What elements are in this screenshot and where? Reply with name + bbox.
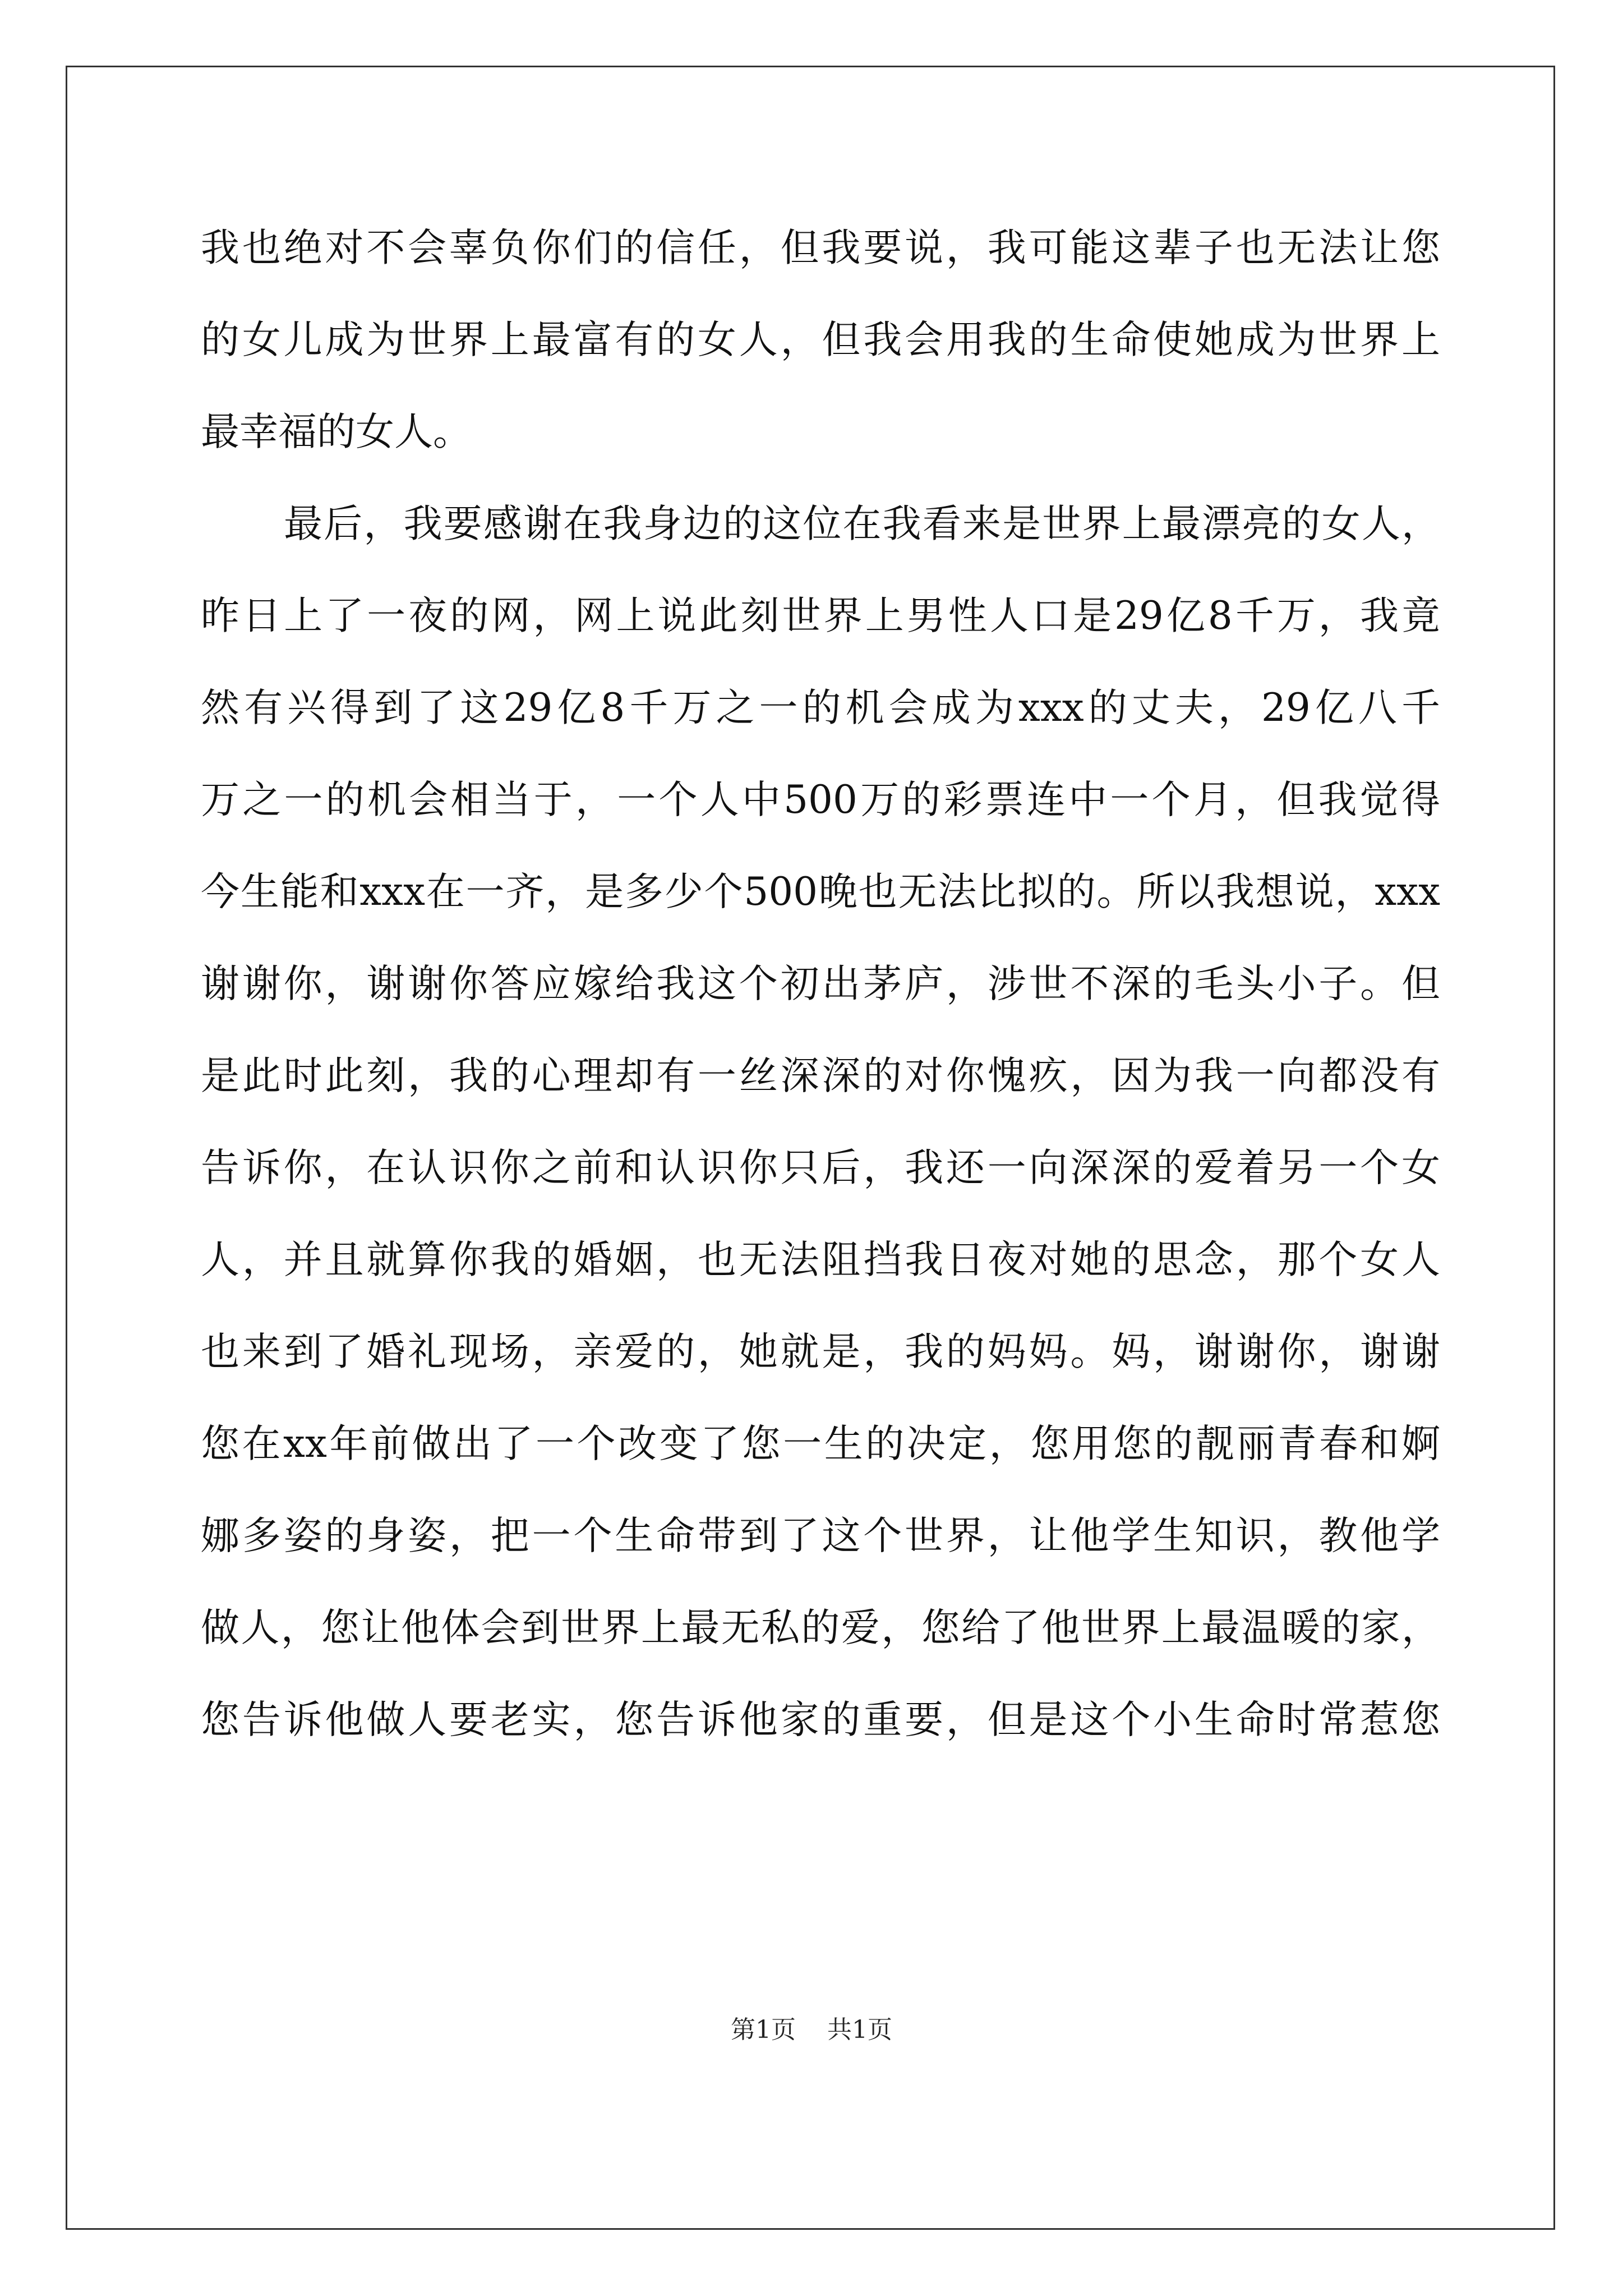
body-text [201, 202, 1440, 1766]
page-number: 第1页 共1页 [731, 2016, 892, 2044]
text-line: 我也绝对不会辜负你们的信任，但我要说，我可能这辈子也无法让您 [201, 226, 1440, 270]
text-line: 最后，我要感谢在我身边的这位在我看来是世界上最漂亮的女人， [284, 501, 1440, 546]
text-line: 告诉你，在认识你之前和认识你只后，我还一向深深的爱着另一个女 [201, 1145, 1440, 1190]
text-line: 的女儿成为世界上最富有的女人，但我会用我的生命使她成为世界上 [201, 318, 1440, 362]
text-line: 最幸福的女人。 [201, 409, 472, 454]
text-line: 也来到了婚礼现场，亲爱的，她就是，我的妈妈。妈，谢谢你，谢谢 [201, 1329, 1440, 1374]
text-line: 您告诉他做人要老实，您告诉他家的重要，但是这个小生命时常惹您 [201, 1697, 1440, 1742]
text-line: 是此时此刻，我的心理却有一丝深深的对你愧疚，因为我一向都没有 [201, 1053, 1440, 1098]
text-line: 您在xx年前做出了一个改变了您一生的决定，您用您的靓丽青春和婀 [201, 1421, 1440, 1466]
text-line: 然有兴得到了这29亿8千万之一的机会成为xxx的丈夫，29亿八千 [201, 685, 1440, 730]
text-line: 人，并且就算你我的婚姻，也无法阻挡我日夜对她的思念，那个女人 [201, 1237, 1440, 1282]
text-line: 做人，您让他体会到世界上最无私的爱，您给了他世界上最温暖的家， [201, 1605, 1440, 1650]
text-line: 娜多姿的身姿，把一个生命带到了这个世界，让他学生知识，教他学 [201, 1513, 1440, 1558]
text-line: 谢谢你，谢谢你答应嫁给我这个初出茅庐，涉世不深的毛头小子。但 [201, 961, 1440, 1006]
text-line: 今生能和xxx在一齐，是多少个500晚也无法比拟的。所以我想说，xxx [201, 869, 1440, 914]
text-line: 昨日上了一夜的网，网上说此刻世界上男性人口是29亿8千万，我竟 [201, 593, 1440, 638]
text-line: 万之一的机会相当于，一个人中500万的彩票连中一个月，但我觉得 [201, 777, 1440, 822]
